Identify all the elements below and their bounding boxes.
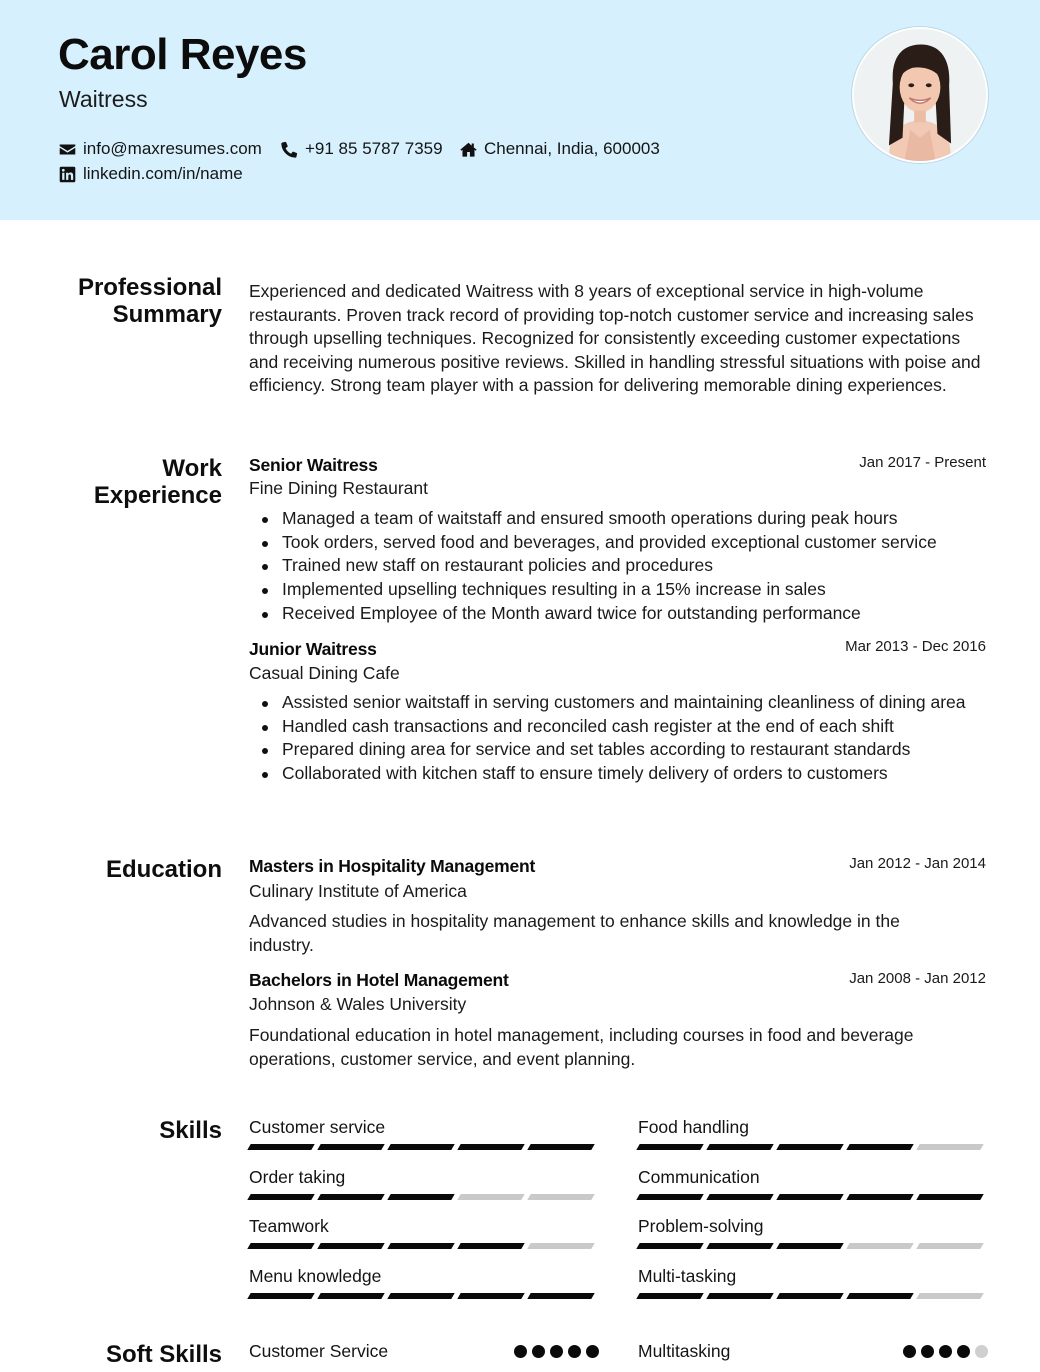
skill-name: Problem-solving <box>638 1216 764 1236</box>
skill-name: Communication <box>638 1166 760 1187</box>
skill-item <box>249 1215 599 1249</box>
skill-level-bar <box>249 1144 599 1150</box>
job-dates: Mar 2013 - Dec 2016 <box>845 638 986 655</box>
list-item: Managed a team of waitstaff and ensured smooth operations during peak hours <box>249 507 989 531</box>
skill-item <box>638 1116 988 1150</box>
skill-level-segment <box>916 1194 983 1200</box>
list-item: Assisted senior waitstaff in serving customers and maintaining cleanliness of dining area <box>249 691 969 715</box>
job-bullets <box>249 507 989 626</box>
skill-level-segment <box>387 1144 454 1150</box>
skill-level-segment <box>636 1243 703 1249</box>
job-title: Junior Waitress <box>249 639 377 659</box>
skill-level-segment <box>706 1293 773 1299</box>
skill-level-segment <box>247 1243 314 1249</box>
skill-name: Food handling <box>638 1117 749 1137</box>
rating-dot <box>514 1345 527 1358</box>
skill-level-segment <box>527 1194 594 1200</box>
skill-level-bar <box>638 1194 988 1200</box>
skill-level-bar <box>638 1293 988 1299</box>
skill-name: Multi-tasking <box>638 1265 737 1286</box>
skill-level-segment <box>317 1194 384 1200</box>
skill-item <box>249 1265 599 1299</box>
skill-level-segment <box>846 1194 913 1200</box>
skill-level-segment <box>247 1194 314 1200</box>
skill-level-segment <box>457 1293 524 1299</box>
skill-level-bar <box>249 1243 599 1249</box>
skill-level-segment <box>527 1243 594 1249</box>
skill-level-segment <box>846 1144 913 1150</box>
section-title-line: Professional <box>77 274 222 301</box>
skill-level-segment <box>457 1194 524 1200</box>
list-item: Implemented upselling techniques resulting in a 15% increase in sales <box>249 578 989 602</box>
education-description: Advanced studies in hospitality management to enhance skills and knowledge in the industry. <box>249 911 900 955</box>
rating-dot <box>975 1345 988 1358</box>
skill-item <box>638 1215 988 1249</box>
resume-header <box>0 0 1040 220</box>
skill-level-segment <box>706 1144 773 1150</box>
skill-item <box>638 1166 988 1200</box>
soft-skill-name: Customer Service <box>249 1341 389 1361</box>
skill-level-segment <box>457 1243 524 1249</box>
skill-level-segment <box>706 1194 773 1200</box>
skill-level-segment <box>706 1243 773 1249</box>
job-company: Fine Dining Restaurant <box>249 478 428 498</box>
education-school: Johnson & Wales University <box>249 994 467 1014</box>
phone-icon <box>281 141 298 158</box>
soft-skill-name: Multitasking <box>638 1341 731 1361</box>
skill-level-segment <box>247 1144 314 1150</box>
list-item: Prepared dining area for service and set tables according to restaurant standards <box>249 738 969 762</box>
soft-skill-item <box>249 1341 599 1362</box>
job-dates: Jan 2017 - Present <box>859 454 986 471</box>
skill-name: Menu knowledge <box>249 1265 382 1286</box>
soft-skill-rating <box>514 1345 599 1358</box>
skill-item <box>249 1116 599 1150</box>
education-degree: Bachelors in Hotel Management <box>249 970 509 990</box>
skill-level-segment <box>387 1194 454 1200</box>
contact-email[interactable] <box>59 139 262 159</box>
rating-dot <box>903 1345 916 1358</box>
skill-level-segment <box>916 1293 983 1299</box>
contact-email-text: info@maxresumes.com <box>83 139 262 158</box>
skill-level-bar <box>249 1293 599 1299</box>
section-title-line: Summary <box>112 301 222 328</box>
rating-dot <box>532 1345 545 1358</box>
section-title-work <box>94 455 222 509</box>
rating-dot <box>921 1345 934 1358</box>
skill-level-segment <box>636 1293 703 1299</box>
skill-level-segment <box>846 1293 913 1299</box>
list-item: Received Employee of the Month award twice for outstanding performance <box>249 602 989 626</box>
skill-level-segment <box>387 1243 454 1249</box>
linkedin-icon <box>59 166 76 183</box>
skill-level-segment <box>527 1144 594 1150</box>
skill-level-bar <box>638 1243 988 1249</box>
section-title-education: Education <box>105 856 222 883</box>
section-title-line: Work <box>162 455 222 482</box>
education-description: Foundational education in hotel management, including courses in food and beverage operations, customer service, and event planning. <box>249 1025 914 1069</box>
rating-dot <box>957 1345 970 1358</box>
contact-phone-text: +91 85 5787 7359 <box>305 139 443 158</box>
skill-item <box>638 1265 988 1299</box>
section-title-skills: Skills <box>159 1117 222 1144</box>
job-company: Casual Dining Cafe <box>249 663 400 683</box>
contact-address <box>460 139 660 159</box>
education-dates: Jan 2008 - Jan 2012 <box>849 970 986 987</box>
skill-level-segment <box>387 1293 454 1299</box>
contact-linkedin-text: linkedin.com/in/name <box>83 164 243 183</box>
list-item: Took orders, served food and beverages, and provided exceptional customer service <box>249 531 989 555</box>
education-school: Culinary Institute of America <box>249 881 467 901</box>
skill-level-segment <box>457 1144 524 1150</box>
profile-photo <box>852 27 988 163</box>
skill-level-segment <box>317 1243 384 1249</box>
soft-skill-item <box>638 1341 988 1362</box>
contact-address-text: Chennai, India, 600003 <box>484 139 660 158</box>
skill-level-segment <box>776 1293 843 1299</box>
candidate-title: Waitress <box>59 86 148 112</box>
skill-item <box>249 1166 599 1200</box>
list-item: Handled cash transactions and reconciled cash register at the end of each shift <box>249 715 969 739</box>
skill-level-segment <box>776 1243 843 1249</box>
skill-level-segment <box>776 1144 843 1150</box>
education-degree: Masters in Hospitality Management <box>249 856 536 876</box>
skill-name: Customer service <box>249 1117 386 1137</box>
skill-level-segment <box>776 1194 843 1200</box>
skill-level-segment <box>247 1293 314 1299</box>
section-title-summary <box>78 274 222 328</box>
profile-photo-illustration <box>854 29 986 161</box>
skill-level-bar <box>638 1144 988 1150</box>
soft-skill-rating <box>903 1345 988 1358</box>
section-title-line: Experience <box>93 482 222 509</box>
skill-level-bar <box>249 1194 599 1200</box>
education-dates: Jan 2012 - Jan 2014 <box>849 855 986 872</box>
job-bullets <box>249 691 969 786</box>
rating-dot <box>586 1345 599 1358</box>
rating-dot <box>568 1345 581 1358</box>
skill-level-segment <box>636 1194 703 1200</box>
rating-dot <box>939 1345 952 1358</box>
skill-level-segment <box>317 1293 384 1299</box>
contact-phone[interactable] <box>281 139 443 159</box>
skill-level-segment <box>636 1144 703 1150</box>
rating-dot <box>550 1345 563 1358</box>
skill-level-segment <box>527 1293 594 1299</box>
skill-level-segment <box>846 1243 913 1249</box>
skill-level-segment <box>916 1243 983 1249</box>
contact-linkedin[interactable] <box>59 164 243 184</box>
home-icon <box>460 141 477 158</box>
skill-level-segment <box>317 1144 384 1150</box>
list-item: Trained new staff on restaurant policies and procedures <box>249 554 989 578</box>
summary-text: Experienced and dedicated Waitress with 8 years of exceptional service in high-volume restaurants. Proven track record of providing top-notch customer service and increasing sales through upselling techniques. Recognized for consistently exceeding customer expectations and receiving numerous positive reviews. Skilled in handling stressful situations with poise and efficiency. Strong team player with a passion for delivering memorable dining experiences. <box>249 281 981 395</box>
envelope-icon <box>59 141 76 158</box>
list-item: Collaborated with kitchen staff to ensure timely delivery of orders to customers <box>249 762 969 786</box>
job-title: Senior Waitress <box>249 455 378 475</box>
skill-level-segment <box>916 1144 983 1150</box>
skill-name: Teamwork <box>249 1216 329 1236</box>
candidate-name: Carol Reyes <box>58 30 307 79</box>
skill-name: Order taking <box>249 1166 346 1187</box>
section-title-soft-skills: Soft Skills <box>105 1341 222 1368</box>
